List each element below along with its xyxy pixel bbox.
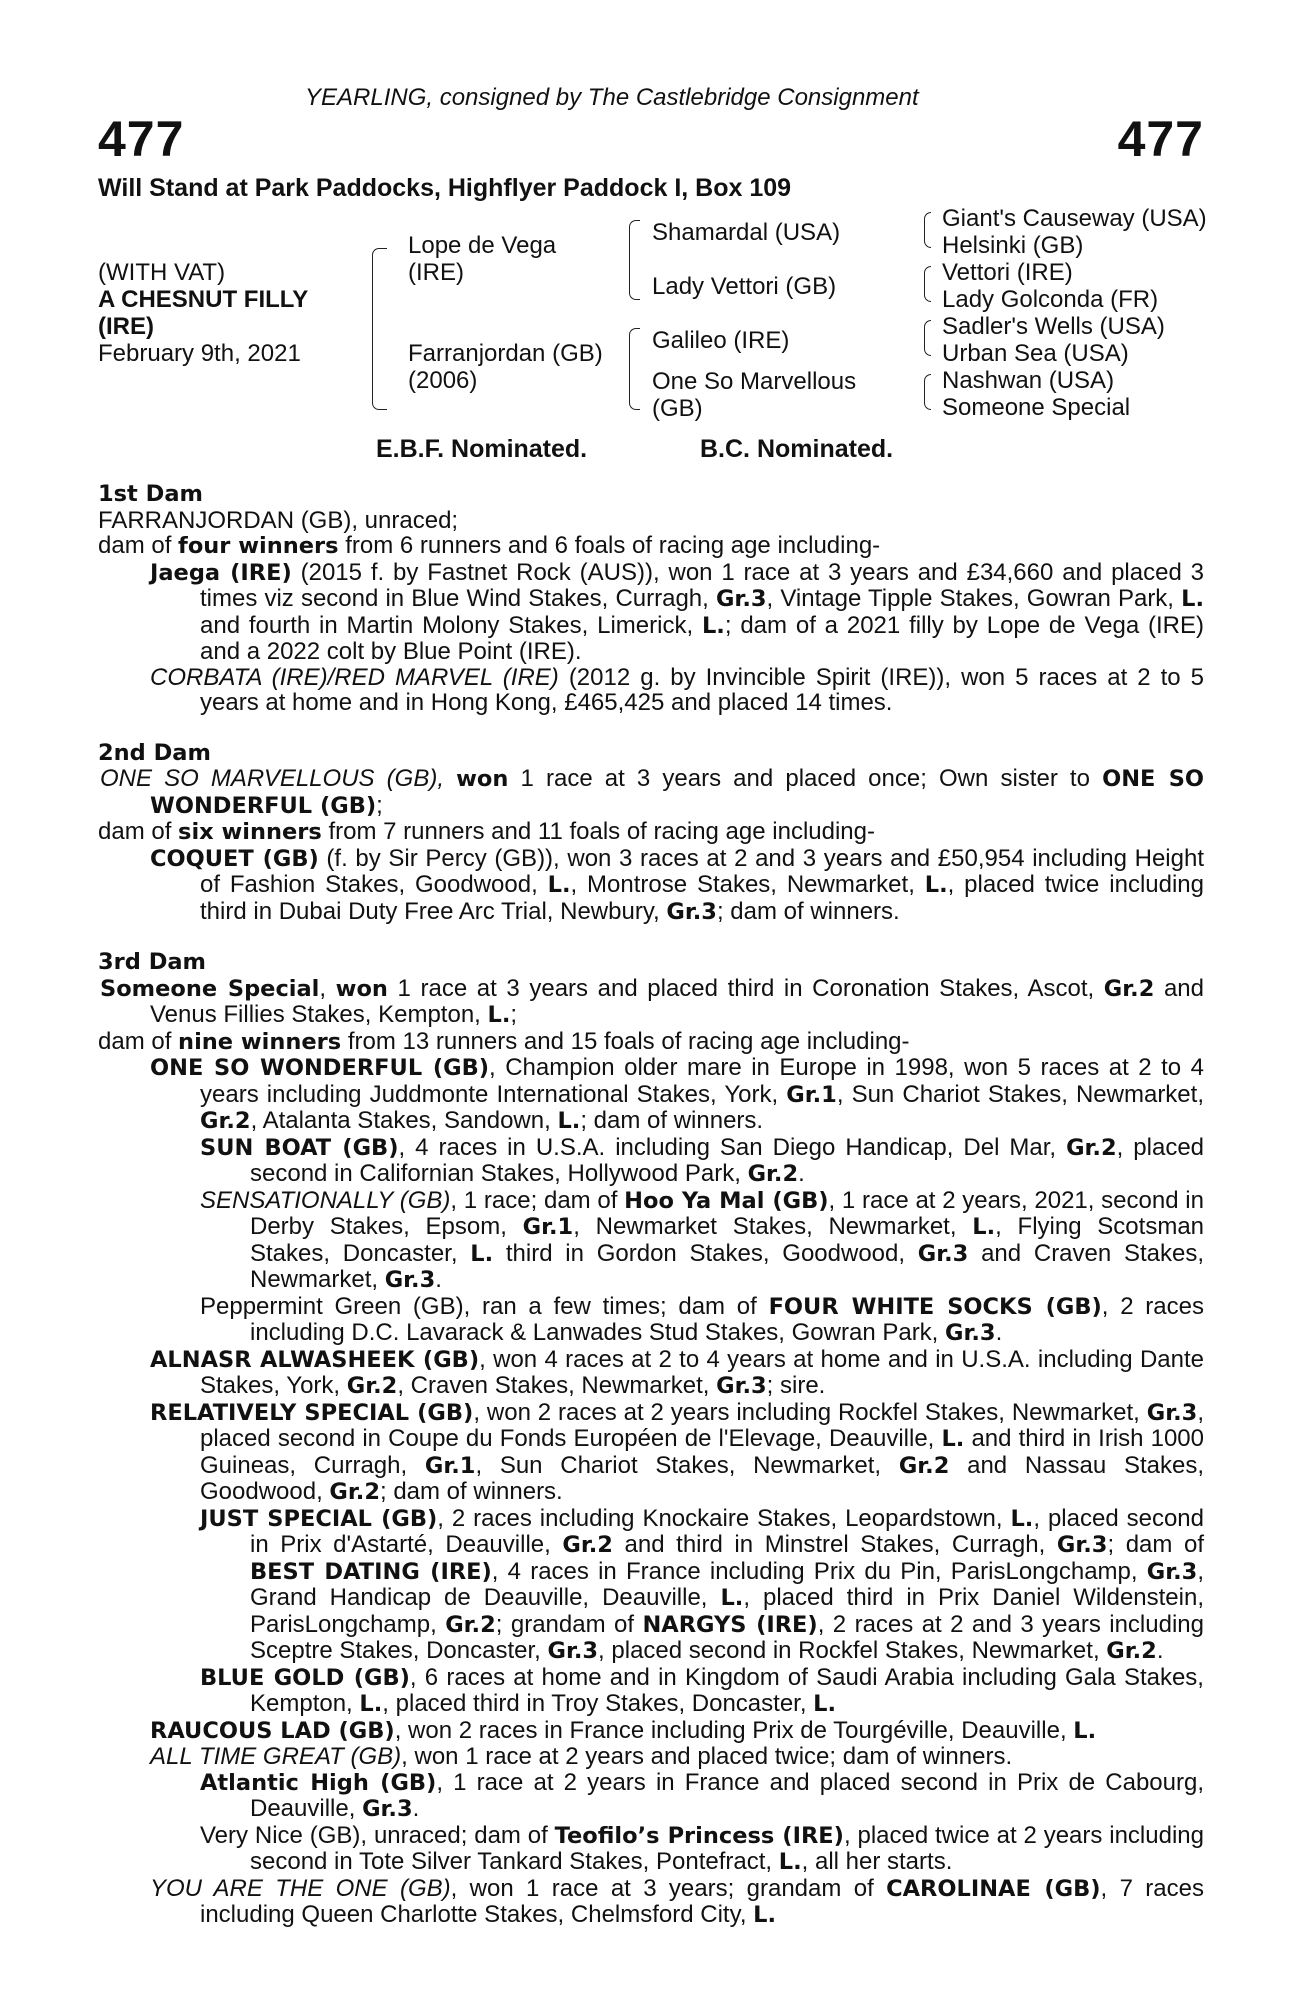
text: , won 1 race at 2 years and placed twice; dam of winners. (401, 1743, 1013, 1770)
produce-jaega (98, 560, 1204, 665)
produce-very-nice (98, 1823, 1204, 1876)
text-bold: nine winners (178, 1028, 342, 1055)
grade: L. (1073, 1717, 1097, 1744)
text: Peppermint Green (GB), ran a few times; dam of (200, 1292, 769, 1320)
text: dam of (98, 818, 179, 845)
dam-sire: Galileo (IRE) (652, 327, 790, 354)
text: , 7 races including Queen Charlotte Stakes, Chelmsford City, (200, 1874, 1204, 1928)
grade: L. (813, 1691, 837, 1717)
text: , won 2 races in France including Prix de Tourgéville, Deauville, (394, 1716, 1074, 1744)
text: , 2 races at 2 and 3 years including Sceptre Stakes, Doncaster, (250, 1610, 1204, 1664)
grade: Gr.3 (1146, 1558, 1198, 1585)
grade: Gr.2 (562, 1532, 613, 1558)
pedigree-notes (98, 482, 1204, 1929)
text: , Craven Stakes, Newmarket, (397, 1372, 717, 1399)
grade: L. (972, 1214, 996, 1240)
text-bold: four winners (178, 533, 339, 559)
horse-name: ALL TIME GREAT (GB) (150, 1743, 402, 1770)
produce-relatively-special (98, 1400, 1204, 1506)
gen3-8: Someone Special (942, 394, 1131, 421)
grade: L. (701, 612, 725, 639)
gen3-5: Sadler's Wells (USA) (942, 313, 1165, 340)
pedigree-brace (924, 212, 931, 248)
grade: L. (1181, 586, 1205, 612)
grade: Gr.3 (716, 1373, 767, 1399)
gen3-3: Vettori (IRE) (942, 259, 1073, 286)
text: Very Nice (GB), unraced; dam of (200, 1821, 555, 1849)
text: (2015 f. by Fastnet Rock (AUS)), won 1 race at 3 years and £34,660 and placed 3 times viz second in Blue Wind Stakes, Curragh, (200, 558, 1205, 612)
text: , Vintage Tipple Stakes, Gowran Park, (766, 585, 1182, 612)
pedigree-brace (372, 248, 387, 410)
text: , placed third in Prix Daniel Wildenstein, ParisLongchamp, (250, 1584, 1205, 1638)
text: and Craven Stakes, Newmarket, (250, 1239, 1205, 1293)
text: dam of (98, 532, 179, 559)
text: ; dam of winners. (716, 897, 900, 925)
first-dam-heading: 1st Dam (98, 481, 203, 507)
gen3-1: Giant's Causeway (USA) (942, 205, 1207, 232)
text: ; dam of winners. (379, 1478, 563, 1505)
text-bold: won (456, 766, 509, 792)
produce-you-are-the-one (98, 1876, 1204, 1929)
produce-all-time-great (98, 1744, 1204, 1770)
produce-sensationally (98, 1188, 1204, 1294)
horse-name: Jaega (IRE) (150, 559, 292, 586)
lot-number-right: 477 (1117, 111, 1204, 167)
bc-nomination: B.C. Nominated. (700, 435, 894, 463)
text: third in Gordon Stakes, Goodwood, (493, 1239, 918, 1267)
text: (2012 g. by Invincible Spirit (IRE)), won 5 races at 2 to 5 years at home and in Hong Kong, £465,425 and placed 14 times. (200, 663, 1205, 716)
sire-dam: Lady Vettori (GB) (652, 273, 837, 300)
text: from 13 runners and 15 foals of racing age including- (341, 1027, 910, 1055)
produce-sun-boat (98, 1135, 1204, 1188)
produce-one-so-wonderful (98, 1055, 1204, 1135)
pedigree-brace (629, 220, 640, 300)
grade: L. (359, 1691, 383, 1717)
lot-number-left: 477 (98, 111, 185, 167)
text: and third in Minstrel Stakes, Curragh, (612, 1531, 1057, 1558)
text: , placed second in Californian Stakes, Hollywood Park, (250, 1133, 1205, 1187)
grade: Gr.1 (786, 1081, 837, 1108)
dam-year: (2006) (408, 367, 478, 394)
text: , Flying Scotsman Stakes, Doncaster, (250, 1213, 1205, 1267)
text: , 2 races including D.C. Lavarack & Lanwades Stud Stakes, Gowran Park, (250, 1292, 1204, 1346)
grade: Gr.3 (666, 898, 717, 925)
grade: L. (941, 1426, 965, 1452)
grade: Gr.3 (547, 1638, 599, 1664)
text: ; (510, 1001, 518, 1028)
horse-name-suffix: (IRE) (98, 313, 154, 340)
text: , 1 race; dam of (450, 1186, 625, 1214)
text: ; (376, 791, 383, 819)
grade: L. (1010, 1505, 1034, 1532)
text: and third in Irish 1000 Guineas, Curragh, (200, 1425, 1205, 1479)
horse-name: BLUE GOLD (GB) (200, 1664, 410, 1691)
text: and Venus Fillies Stakes, Kempton, (150, 974, 1205, 1028)
pedigree-brace (924, 320, 931, 356)
text: and fourth in Martin Molony Stakes, Limerick, (200, 611, 702, 639)
text: , Sun Chariot Stakes, Newmarket, (836, 1080, 1204, 1108)
text: , (437, 765, 457, 792)
grade: L. (547, 872, 571, 898)
second-dam-name (98, 766, 1204, 819)
grade: Gr.2 (1106, 1638, 1157, 1664)
text: , 1 race at 2 years, 2021, second in Derby Stakes, Epsom, (250, 1186, 1204, 1240)
horse-name: SUN BOAT (GB) (200, 1134, 399, 1161)
horse-name: A CHESNUT FILLY (98, 286, 309, 313)
grade: Gr.2 (747, 1161, 799, 1187)
grade: Gr.2 (1066, 1134, 1117, 1161)
grade: L. (557, 1108, 581, 1134)
text: , 1 race at 2 years in France and placed second in Prix de Cabourg, Deauville, (250, 1768, 1205, 1822)
horse-name: YOU ARE THE ONE (GB) (150, 1874, 451, 1902)
text: . (435, 1266, 442, 1293)
grade: Gr.3 (917, 1240, 969, 1267)
horse-name: RAUCOUS LAD (GB) (150, 1717, 395, 1744)
horse-name: JUST SPECIAL (GB) (200, 1505, 438, 1532)
horse-name: ONE SO WONDERFUL (GB) (150, 766, 1205, 819)
grade: L. (778, 1849, 802, 1875)
pedigree-brace (924, 374, 931, 410)
third-dam-heading: 3rd Dam (98, 949, 206, 975)
grade: Gr.3 (1056, 1532, 1108, 1558)
horse-name: Atlantic High (GB) (200, 1769, 437, 1796)
horse-name: CORBATA (IRE)/RED MARVEL (IRE) (150, 663, 559, 691)
text: ; grandam of (495, 1610, 643, 1638)
horse-name: COQUET (GB) (150, 845, 319, 872)
produce-corbata (98, 665, 1204, 716)
text: , won 4 races at 2 to 4 years at home and in U.S.A. including Dante Stakes, York, (200, 1345, 1204, 1399)
vat-label: (WITH VAT) (98, 259, 226, 286)
horse-name: Teofilo’s Princess (IRE) (554, 1822, 844, 1849)
grade: Gr.3 (384, 1267, 436, 1293)
grade: Gr.2 (200, 1108, 251, 1134)
dam-dam: One So Marvellous (652, 368, 857, 395)
text: , (319, 974, 336, 1002)
text: , 6 races at home and in Kingdom of Saudi Arabia including Gala Stakes, Kempton, (250, 1663, 1204, 1717)
grade: Gr.2 (1103, 975, 1155, 1002)
grade: Gr.2 (329, 1479, 380, 1505)
sire-sire: Shamardal (USA) (652, 219, 841, 246)
text: , Sun Chariot Stakes, Newmarket, (475, 1451, 899, 1479)
horse-name: Hoo Ya Mal (GB) (624, 1187, 829, 1214)
text: , placed second in Prix d'Astarté, Deauville, (250, 1504, 1204, 1558)
horse-name: SENSATIONALLY (GB) (200, 1186, 451, 1214)
grade: Gr.1 (522, 1214, 574, 1240)
pedigree-brace (924, 266, 931, 302)
grade: L. (470, 1240, 494, 1267)
text: , Grand Handicap de Deauville, Deauville, (250, 1557, 1204, 1611)
third-dam-name (98, 976, 1204, 1029)
horse-name: RELATIVELY SPECIAL (GB) (150, 1399, 474, 1426)
text: , won 2 races at 2 years including Rockfel Stakes, Newmarket, (473, 1398, 1147, 1426)
grade: Gr.3 (362, 1796, 413, 1822)
text: ; dam of (1107, 1531, 1204, 1558)
text: , placed second in Coupe du Fonds Européen de l'Elevage, Deauville, (200, 1398, 1204, 1452)
horse-name: CAROLINAE (GB) (886, 1875, 1101, 1902)
dam-dam-country: (GB) (652, 395, 703, 422)
text: from 7 runners and 11 foals of racing age including- (321, 818, 875, 845)
grade: L. (924, 872, 948, 898)
text: , placed twice at 2 years including second in Tote Silver Tankard Stakes, Pontefract, (250, 1821, 1204, 1875)
text-bold: six winners (178, 819, 322, 845)
gen3-2: Helsinki (GB) (942, 232, 1084, 259)
text: , placed third in Troy Stakes, Doncaster, (382, 1690, 814, 1717)
sire-name: Lope de Vega (408, 232, 557, 259)
horse-name: NARGYS (IRE) (642, 1611, 818, 1638)
first-dam-name: FARRANJORDAN (GB), unraced; (98, 506, 459, 534)
text: , all her starts. (801, 1848, 953, 1875)
text: , placed twice including third in Dubai Duty Free Arc Trial, Newbury, (200, 871, 1205, 925)
grade: Gr.2 (898, 1452, 950, 1479)
text: 1 race at 3 years and placed third in Coronation Stakes, Ascot, (387, 974, 1104, 1002)
text: and Nassau Stakes, Goodwood, (200, 1451, 1204, 1505)
produce-blue-gold (98, 1665, 1204, 1718)
grade: L. (753, 1902, 777, 1928)
horse-name: ONE SO MARVELLOUS (GB) (100, 765, 438, 792)
gen3-4: Lady Golconda (FR) (942, 286, 1159, 313)
grade: Gr.3 (715, 586, 767, 612)
text: , Newmarket Stakes, Newmarket, (573, 1213, 973, 1240)
ebf-nomination: E.B.F. Nominated. (376, 435, 588, 463)
text: (f. by Sir Percy (GB)), won 3 races at 2 and 3 years and £50,954 including Height of Fashion Stakes, Goodwood, (200, 844, 1204, 898)
third-dam-produce (98, 1029, 1204, 1056)
text: . (1156, 1637, 1164, 1664)
grade: Gr.1 (424, 1452, 476, 1479)
text: , 2 races including Knockaire Stakes, Leopardstown, (437, 1504, 1011, 1532)
text: , Montrose Stakes, Newmarket, (570, 871, 925, 898)
text: , 4 races in U.S.A. including San Diego Handicap, Del Mar, (398, 1133, 1067, 1161)
sire-country: (IRE) (408, 259, 464, 286)
first-dam-produce (98, 533, 1204, 560)
dam-name: Farranjordan (GB) (408, 340, 603, 367)
text: , Atalanta Stakes, Sandown, (250, 1107, 558, 1134)
text: , placed second in Rockfel Stakes, Newmarket, (598, 1637, 1107, 1664)
produce-raucous-lad (98, 1718, 1204, 1745)
second-dam-heading: 2nd Dam (98, 739, 211, 766)
produce-just-special (98, 1506, 1204, 1665)
pedigree-brace (629, 328, 640, 410)
produce-alnasr-alwasheek (98, 1347, 1204, 1400)
text: , Champion older mare in Europe in 1998, won 5 races at 2 to 4 years including Juddmonte International Stakes, York, (200, 1054, 1205, 1108)
produce-atlantic-high (98, 1770, 1204, 1823)
horse-name: ALNASR ALWASHEEK (GB) (150, 1346, 480, 1373)
grade: Gr.2 (445, 1611, 496, 1638)
horse-name: BEST DATING (IRE) (250, 1558, 492, 1585)
text: . (412, 1795, 420, 1822)
text: ; dam of winners. (580, 1107, 764, 1134)
grade: Gr.2 (346, 1373, 398, 1399)
text: from 6 runners and 6 foals of racing age including- (338, 532, 881, 559)
grade: L. (487, 1002, 511, 1028)
text: . (995, 1319, 1003, 1346)
grade: L. (720, 1585, 744, 1611)
date-of-birth: February 9th, 2021 (98, 340, 301, 367)
text: ; sire. (766, 1372, 826, 1399)
horse-name: FOUR WHITE SOCKS (GB) (768, 1293, 1102, 1320)
grade: Gr.3 (945, 1320, 996, 1346)
horse-name: Someone Special (100, 975, 320, 1002)
stand-location: Will Stand at Park Paddocks, Highflyer Paddock I, Box 109 (98, 174, 792, 202)
gen3-7: Nashwan (USA) (942, 367, 1115, 394)
text: dam of (98, 1027, 179, 1055)
text: , won 1 race at 3 years; grandam of (450, 1874, 887, 1902)
grade: Gr.3 (1146, 1399, 1198, 1426)
gen3-6: Urban Sea (USA) (942, 340, 1129, 367)
text-bold: won (335, 975, 388, 1002)
text: , 4 races in France including Prix du Pin, ParisLongchamp, (491, 1557, 1147, 1585)
text: ; dam of a 2021 filly by Lope de Vega (IRE) and a 2022 colt by Blue Point (IRE). (200, 611, 1204, 665)
text: 1 race at 3 years and placed once; Own sister to (508, 765, 1103, 792)
second-dam-produce (98, 819, 1204, 846)
produce-coquet (98, 846, 1204, 926)
consignor-line: YEARLING, consigned by The Castlebridge Consignment (305, 84, 919, 111)
horse-name: ONE SO WONDERFUL (GB) (150, 1055, 490, 1081)
text: . (798, 1160, 805, 1187)
produce-peppermint-green (98, 1294, 1204, 1347)
